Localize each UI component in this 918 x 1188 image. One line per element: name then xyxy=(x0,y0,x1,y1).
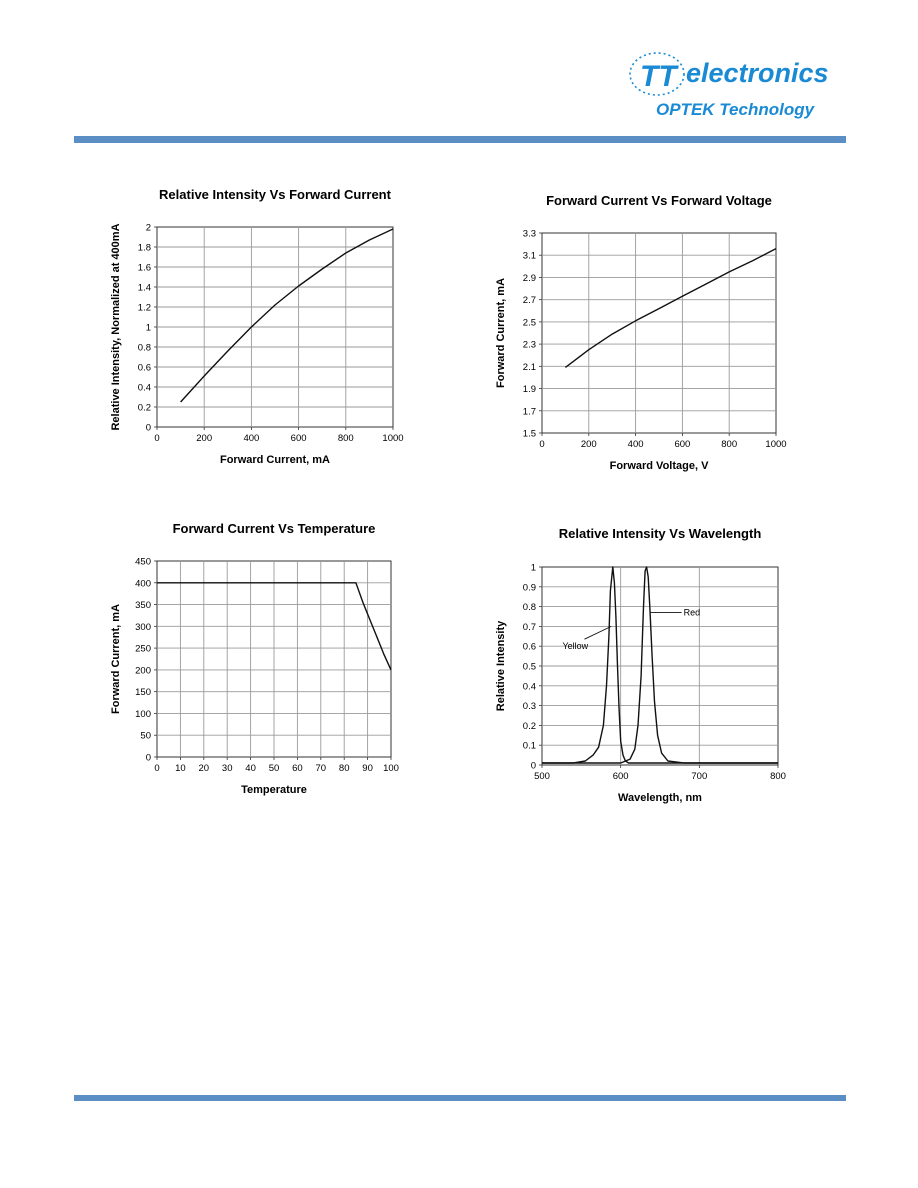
chart-title: Forward Current Vs Temperature xyxy=(172,521,376,536)
y-tick-label: 0 xyxy=(530,760,536,772)
y-tick-label: 1.4 xyxy=(137,282,151,294)
y-tick-label: 2 xyxy=(145,222,151,234)
y-tick-label: 0.4 xyxy=(522,681,536,693)
x-tick-label: 90 xyxy=(362,763,373,774)
y-tick-label: 1.2 xyxy=(137,302,151,314)
x-tick-label: 40 xyxy=(245,763,256,774)
y-tick-label: 3.1 xyxy=(522,250,536,262)
x-tick-label: 60 xyxy=(292,763,303,774)
annotation-red: Red xyxy=(683,607,701,618)
y-tick-label: 0.6 xyxy=(522,641,536,653)
x-tick-label: 600 xyxy=(612,771,629,782)
y-axis-label: Forward Current, mA xyxy=(110,603,122,715)
x-tick-label: 400 xyxy=(627,439,644,450)
x-tick-label: 1000 xyxy=(765,439,787,450)
chart-intensity-vs-current xyxy=(105,183,410,483)
chart-intensity-vs-wavelength xyxy=(490,522,795,822)
y-tick-label: 250 xyxy=(135,643,151,655)
x-tick-label: 1000 xyxy=(382,433,404,444)
x-tick-label: 200 xyxy=(580,439,597,450)
y-tick-label: 1.8 xyxy=(137,242,151,254)
y-tick-label: 0.6 xyxy=(137,362,151,374)
y-tick-label: 0.2 xyxy=(522,720,536,732)
x-tick-label: 20 xyxy=(198,763,210,774)
x-tick-label: 10 xyxy=(175,763,186,774)
y-tick-label: 100 xyxy=(135,708,151,720)
x-tick-label: 700 xyxy=(691,771,708,782)
x-tick-label: 800 xyxy=(770,771,786,782)
x-tick-label: 800 xyxy=(721,439,738,450)
x-tick-label: 30 xyxy=(221,763,233,774)
y-tick-label: 2.1 xyxy=(522,361,536,373)
y-tick-label: 0 xyxy=(145,422,151,434)
y-tick-label: 2.9 xyxy=(522,272,536,284)
x-tick-label: 0 xyxy=(154,433,160,444)
logo-division: OPTEK Technology xyxy=(656,100,815,119)
y-tick-label: 0.8 xyxy=(522,602,536,614)
chart-title: Forward Current Vs Forward Voltage xyxy=(546,193,772,208)
x-tick-label: 400 xyxy=(243,433,260,444)
y-tick-label: 300 xyxy=(135,621,151,633)
x-tick-label: 70 xyxy=(315,763,327,774)
y-tick-label: 50 xyxy=(140,730,151,742)
x-tick-label: 50 xyxy=(268,763,280,774)
logo-mark: TT xyxy=(640,60,677,93)
y-tick-label: 0 xyxy=(145,752,151,764)
y-tick-label: 200 xyxy=(135,665,151,677)
tt-electronics-logo xyxy=(622,44,852,124)
x-tick-label: 500 xyxy=(534,771,550,782)
y-axis-label: Relative Intensity xyxy=(495,620,507,712)
footer-rule xyxy=(74,1095,846,1101)
y-tick-label: 2.7 xyxy=(522,295,536,307)
y-tick-label: 0.5 xyxy=(522,661,536,673)
y-tick-label: 1 xyxy=(145,322,151,334)
y-tick-label: 1.5 xyxy=(522,428,536,440)
chart-current-vs-temperature xyxy=(105,517,410,817)
x-axis-label: Forward Current, mA xyxy=(219,454,331,466)
y-tick-label: 0.2 xyxy=(137,402,151,414)
y-tick-label: 350 xyxy=(135,600,151,612)
y-tick-label: 400 xyxy=(135,578,151,590)
y-tick-label: 1.7 xyxy=(522,406,536,418)
y-tick-label: 0.9 xyxy=(522,582,536,594)
x-axis-label: Forward Voltage, V xyxy=(609,460,709,472)
chart-title: Relative Intensity Vs Wavelength xyxy=(558,526,762,541)
y-tick-label: 1 xyxy=(530,562,536,574)
y-tick-label: 1.9 xyxy=(522,384,536,396)
chart-title: Relative Intensity Vs Forward Current xyxy=(159,187,391,202)
x-axis-label: Wavelength, nm xyxy=(618,792,702,804)
y-tick-label: 3.3 xyxy=(522,228,536,240)
x-tick-label: 80 xyxy=(338,763,350,774)
x-tick-label: 200 xyxy=(196,433,213,444)
y-tick-label: 150 xyxy=(135,687,151,699)
y-tick-label: 450 xyxy=(135,556,151,568)
y-tick-label: 0.3 xyxy=(522,701,536,713)
header-rule xyxy=(74,136,846,143)
y-tick-label: 2.3 xyxy=(522,339,536,351)
y-tick-label: 0.7 xyxy=(522,621,536,633)
y-axis-label: Forward Current, mA xyxy=(495,277,507,389)
y-tick-label: 0.8 xyxy=(137,342,151,354)
annotation-yellow: Yellow xyxy=(562,641,589,652)
y-tick-label: 2.5 xyxy=(522,317,536,329)
x-tick-label: 0 xyxy=(154,763,160,774)
x-tick-label: 600 xyxy=(290,433,307,444)
y-tick-label: 0.1 xyxy=(522,740,536,752)
chart-current-vs-voltage xyxy=(490,188,795,488)
logo-name: electronics xyxy=(686,58,829,88)
x-tick-label: 0 xyxy=(539,439,545,450)
y-tick-label: 0.4 xyxy=(137,382,151,394)
plot-frame xyxy=(542,233,776,433)
y-tick-label: 1.6 xyxy=(137,262,151,274)
x-tick-label: 600 xyxy=(674,439,691,450)
x-tick-label: 100 xyxy=(383,763,399,774)
x-axis-label: Temperature xyxy=(241,784,307,796)
y-axis-label: Relative Intensity, Normalized at 400mA xyxy=(110,223,122,431)
x-tick-label: 800 xyxy=(337,433,354,444)
